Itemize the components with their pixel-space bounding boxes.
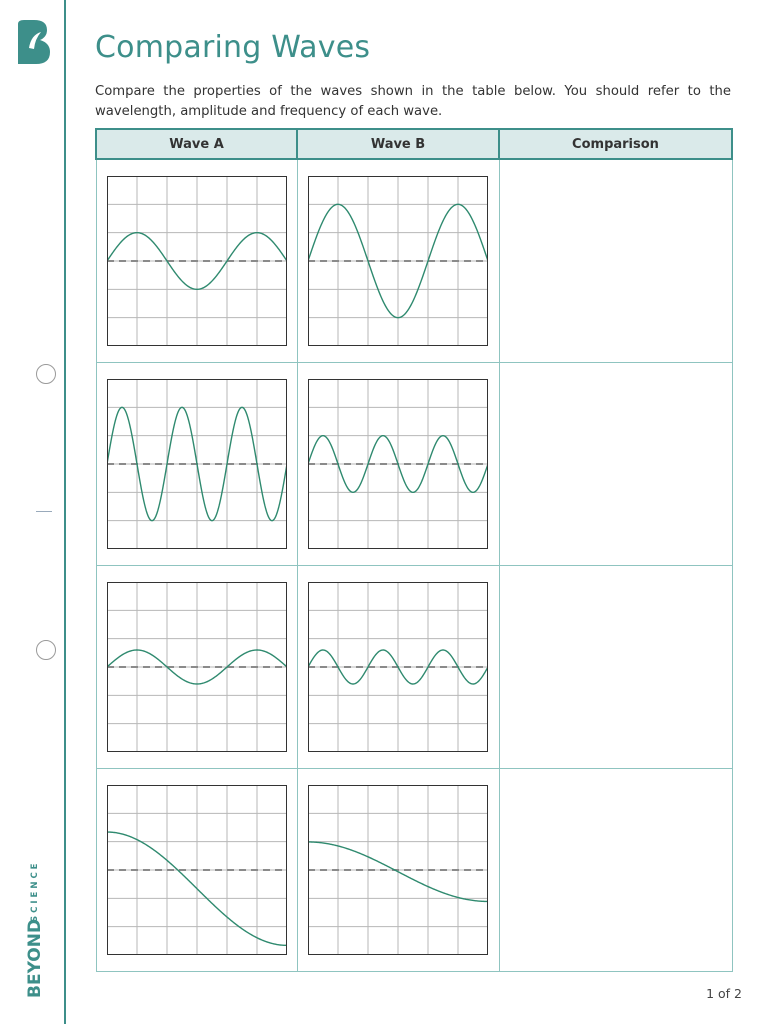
instructions-text: Compare the properties of the waves shown in the table below. You should refer to the wavelength, amplitude and frequency of each wave. xyxy=(95,84,731,119)
table-row xyxy=(96,566,732,769)
wave-b-graph xyxy=(308,176,488,346)
column-header-comparison: Comparison xyxy=(499,129,732,159)
wave-a-graph xyxy=(107,379,287,549)
wave-a-graph xyxy=(107,176,287,346)
wave-a-cell xyxy=(96,566,297,769)
column-header-wave-b: Wave B xyxy=(297,129,499,159)
table-header-row xyxy=(96,129,732,159)
beyond-logo-icon xyxy=(14,18,52,66)
table-row xyxy=(96,159,732,363)
wave-b-cell xyxy=(297,363,499,566)
wave-b-graph xyxy=(308,379,488,549)
brand-tagline: SCIENCE xyxy=(30,860,40,922)
page-title: Comparing Waves xyxy=(95,30,371,65)
fold-mark xyxy=(36,511,52,512)
comparison-table xyxy=(95,128,733,972)
brand-wordmark xyxy=(22,840,46,1000)
punch-hole-icon xyxy=(36,364,56,384)
wave-b-cell xyxy=(297,566,499,769)
comparison-cell[interactable] xyxy=(499,769,732,972)
punch-hole-icon xyxy=(36,640,56,660)
comparison-cell[interactable] xyxy=(499,159,732,363)
wave-a-cell xyxy=(96,363,297,566)
table-row xyxy=(96,769,732,972)
wave-a-cell xyxy=(96,159,297,363)
column-header-wave-a: Wave A xyxy=(96,129,297,159)
wave-b-cell xyxy=(297,159,499,363)
wave-a-cell xyxy=(96,769,297,972)
wave-a-graph xyxy=(107,582,287,752)
page-number: 1 of 2 xyxy=(706,986,742,1001)
wave-b-graph xyxy=(308,582,488,752)
comparison-cell[interactable] xyxy=(499,363,732,566)
wave-b-graph xyxy=(308,785,488,955)
brand-name: BEYOND xyxy=(25,918,45,998)
wave-a-graph xyxy=(107,785,287,955)
margin-line xyxy=(64,0,66,1024)
comparison-cell[interactable] xyxy=(499,566,732,769)
wave-b-cell xyxy=(297,769,499,972)
table-row xyxy=(96,363,732,566)
